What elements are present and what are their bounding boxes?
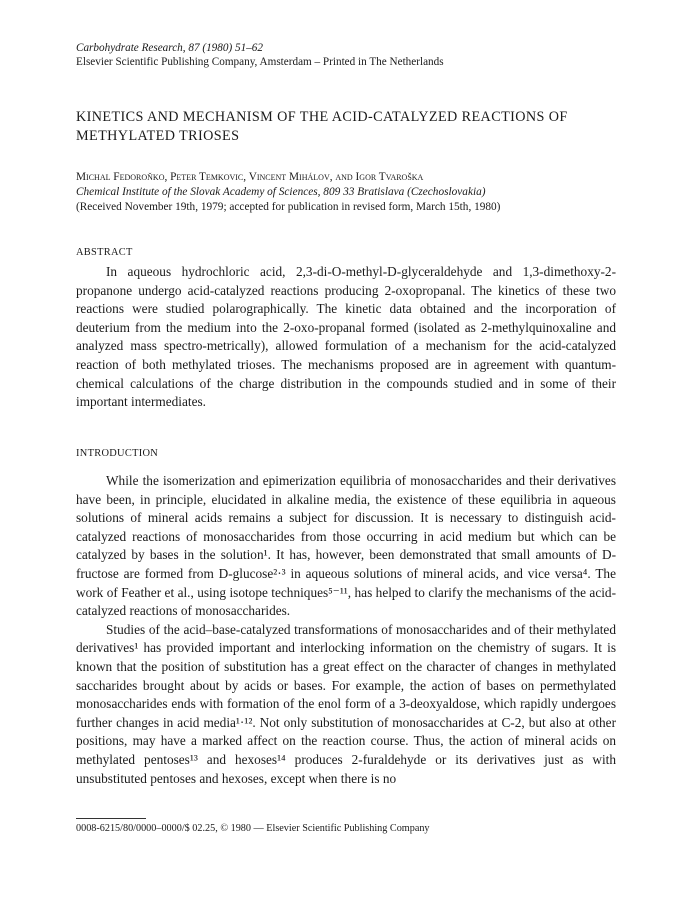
abstract-body: [76, 263, 616, 412]
publisher-line: Elsevier Scientific Publishing Company, Amsterdam – Printed in The Netherlands: [76, 56, 444, 68]
copyright-footer: 0008-6215/80/0000–0000/$ 02.25, © 1980 — Elsevier Scientific Publishing Company: [76, 823, 430, 834]
introduction-paragraph-2: Studies of the acid–base-catalyzed transformations of monosaccharides and of their methylated derivatives¹ has provided important and interlocking information on the chemistry of sugars. It is known that the position of substitution has a great effect on the character of changes in methylated saccharides brought about by acids or bases. For example, the action of bases on permethylated monosaccharides ends with formation of the enol form of a 3-deoxyaldose, which rapidly undergoes further changes in acid media¹·¹². Not only substitution of monosaccharides at C-2, but also at other positions, may have a marked affect on the reaction course. Thus, the action of mineral acids on methylated pentoses¹³ and hexoses¹⁴ produces 2-furaldehyde or its derivatives just as with unsubstituted pentoses and hexoses, except when there is no: [76, 621, 616, 786]
abstract-heading: ABSTRACT: [76, 247, 133, 258]
journal-citation: Carbohydrate Research, 87 (1980) 51–62: [76, 42, 263, 54]
introduction-heading: INTRODUCTION: [76, 448, 159, 459]
received-dates: (Received November 19th, 1979; accepted for publication in revised form, March 15th, 1980): [76, 201, 501, 213]
author-list: Michal Fedoroňko, Peter Temkovic, Vincent Mihálov, and Igor Tvaroška: [76, 171, 424, 183]
paper-title: KINETICS AND MECHANISM OF THE ACID-CATALYZED REACTIONS OF METHYLATED TRIOSES: [76, 109, 568, 144]
introduction-body: [76, 472, 616, 788]
abstract-paragraph: In aqueous hydrochloric acid, 2,3-di-O-methyl-D-glyceraldehyde and 1,3-dimethoxy-2-propanone undergo acid-catalyzed reactions producing 2-oxopropanal. The kinetics of these two reactions were studied polarographically. The kinetic data obtained and the incorporation of deuterium from the medium into the 2-oxo-propanal formed (isolated as 2-methylquinoxaline and analyzed mass spectro-metrically), allowed formulation of a mechanism for the acid-catalyzed reaction of both methylated trioses. The mechanisms proposed are in agreement with quantum-chemical calculations of the charge distribution in the compounds studied and in some of their important intermediates.: [76, 264, 616, 410]
affiliation: Chemical Institute of the Slovak Academy of Sciences, 809 33 Bratislava (Czechoslovakia): [76, 186, 486, 198]
footer-divider: [76, 818, 146, 819]
introduction-paragraph-1: While the isomerization and epimerization equilibria of monosaccharides and their derivatives have been, in principle, elucidated in alkaline media, the existence of these equilibria in aqueous solutions of mineral acids remains a subject for discussion. It is necessary to distinguish acid-catalyzed reactions of monosaccharides from those occurring in acid medium but which can be catalyzed by bases in the solution¹. It has, however, been demonstrated that small amounts of D-fructose are formed from D-glucose²·³ in aqueous solutions of mineral acids, and vice versa⁴. The work of Feather et al., using isotope techniques⁵⁻¹¹, has helped to clarify the mechanisms of the acid-catalyzed reactions of monosaccharides.: [76, 473, 616, 619]
